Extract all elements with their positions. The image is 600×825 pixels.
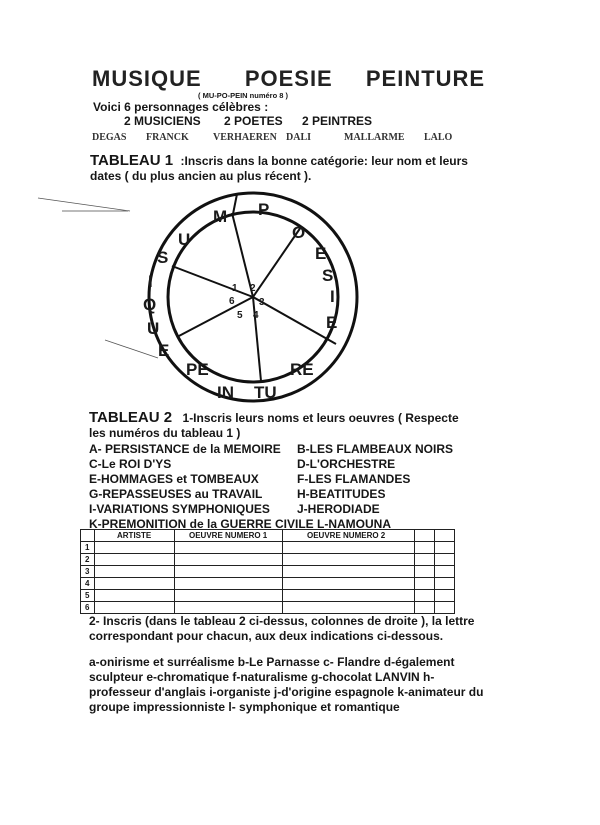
sector-number: 6 xyxy=(229,296,235,307)
ring-letter: S xyxy=(157,248,169,267)
name-lalo: LALO xyxy=(424,132,453,143)
tableau1-instruction-1: :Inscris dans la bonne catégorie: leur nom et leurs xyxy=(180,154,468,168)
name-mallarme: MALLARME xyxy=(344,132,405,143)
sector-number: 3 xyxy=(259,297,265,308)
work2-cell[interactable] xyxy=(283,578,415,590)
letter-cell[interactable] xyxy=(415,578,435,590)
work-d: D-L'ORCHESTRE xyxy=(297,457,396,471)
tableau2-instruction-2: les numéros du tableau 1 ) xyxy=(89,426,241,440)
work1-cell[interactable] xyxy=(175,542,283,554)
works-row xyxy=(89,457,489,472)
sector-number: 5 xyxy=(237,310,243,321)
letter-cell[interactable] xyxy=(415,542,435,554)
work-b: B-LES FLAMBEAUX NOIRS xyxy=(297,442,453,456)
name-degas: DEGAS xyxy=(92,132,127,143)
question2 xyxy=(89,614,474,644)
intro-text: Voici 6 personnages célèbres : xyxy=(93,100,269,114)
table-row xyxy=(81,578,455,590)
sector-number: 2 xyxy=(250,283,256,294)
letter-cell[interactable] xyxy=(435,590,455,602)
artist-cell[interactable] xyxy=(95,554,175,566)
artist-cell[interactable] xyxy=(95,542,175,554)
indications-line: professeur d'anglais i-organiste j-d'origine espagnole k-animateur du xyxy=(89,685,484,699)
category-musiciens: 2 MUSICIENS xyxy=(124,114,201,128)
works-row xyxy=(89,487,489,502)
name-franck: FRANCK xyxy=(146,132,189,143)
row-number: 4 xyxy=(81,578,95,590)
scan-mark-line xyxy=(38,198,130,211)
ring-letter: E xyxy=(315,244,327,263)
ring-letter: M xyxy=(213,207,228,226)
table-row xyxy=(81,602,455,614)
artist-cell[interactable] xyxy=(95,566,175,578)
ring-letter: U xyxy=(147,319,160,338)
work-e: E-HOMMAGES et TOMBEAUX xyxy=(89,472,259,486)
artist-cell[interactable] xyxy=(95,602,175,614)
sector-number: 1 xyxy=(232,283,238,294)
letter-cell[interactable] xyxy=(415,554,435,566)
table-header-oeuvre-1: OEUVRE NUMERO 1 xyxy=(175,530,283,542)
table-row xyxy=(81,590,455,602)
ring-letter: TU xyxy=(254,383,277,402)
category-poetes: 2 POETES xyxy=(224,114,283,128)
table-row xyxy=(81,542,455,554)
letter-cell[interactable] xyxy=(435,566,455,578)
table-header-row xyxy=(81,530,455,542)
name-dali: DALI xyxy=(286,132,312,143)
letter-cell[interactable] xyxy=(415,566,435,578)
tableau1-instruction-2: dates ( du plus ancien au plus récent ). xyxy=(90,169,312,183)
row-number: 5 xyxy=(81,590,95,602)
ring-letter: I xyxy=(330,287,335,306)
ring-letter: E xyxy=(158,341,170,360)
work-a: A- PERSISTANCE de la MEMOIRE xyxy=(89,442,281,456)
work-c: C-Le ROI D'YS xyxy=(89,457,172,471)
work2-cell[interactable] xyxy=(283,542,415,554)
ring-letter: IN xyxy=(217,383,234,402)
category-peintres: 2 PEINTRES xyxy=(302,114,373,128)
work-g: G-REPASSEUSES au TRAVAIL xyxy=(89,487,263,501)
ring-letter: RE xyxy=(290,360,314,379)
row-number: 1 xyxy=(81,542,95,554)
table-header-artiste: ARTISTE xyxy=(95,530,175,542)
work-j: J-HERODIADE xyxy=(297,502,380,516)
work-k-l: K-PREMONITION de la GUERRE CIVILE L-NAMOUNA xyxy=(89,517,392,531)
letter-cell[interactable] xyxy=(435,602,455,614)
row-number: 6 xyxy=(81,602,95,614)
title-word-peinture: PEINTURE xyxy=(365,66,486,91)
table-header xyxy=(81,530,95,542)
table-row xyxy=(81,554,455,566)
question2-line: correspondant pour chacun, aux deux indications ci-dessous. xyxy=(89,629,444,643)
scan-mark-line xyxy=(105,340,158,358)
indications-line: sculpteur e-chromatique f-naturalisme g-chocolat LANVIN h- xyxy=(89,670,435,684)
ring-letter: S xyxy=(322,266,334,285)
answer-table xyxy=(80,529,455,614)
subtitle: ( MU-PO-PEIN numéro 8 ) xyxy=(198,91,289,100)
work-h: H-BEATITUDES xyxy=(297,487,386,501)
letter-cell[interactable] xyxy=(435,578,455,590)
table-header xyxy=(435,530,455,542)
table-row xyxy=(81,566,455,578)
ring-letter: P xyxy=(258,200,270,219)
ring-divider xyxy=(233,194,237,214)
works-row xyxy=(89,442,489,457)
work1-cell[interactable] xyxy=(175,578,283,590)
work2-cell[interactable] xyxy=(283,566,415,578)
letter-cell[interactable] xyxy=(415,602,435,614)
tableau1-heading: TABLEAU 1 xyxy=(90,152,174,169)
table-header xyxy=(415,530,435,542)
work2-cell[interactable] xyxy=(283,554,415,566)
tableau2-heading: TABLEAU 2 xyxy=(89,409,173,426)
ring-letter: U xyxy=(178,230,191,249)
work-f: F-LES FLAMANDES xyxy=(297,472,411,486)
letter-cell[interactable] xyxy=(415,590,435,602)
letter-cell[interactable] xyxy=(435,554,455,566)
ring-letter: Q xyxy=(143,295,157,314)
indications-list xyxy=(89,655,483,715)
works-row xyxy=(89,502,489,517)
indications-line: a-onirisme et surréalisme b-Le Parnasse c- Flandre d-également xyxy=(89,655,455,669)
work1-cell[interactable] xyxy=(175,566,283,578)
work1-cell[interactable] xyxy=(175,602,283,614)
row-number: 2 xyxy=(81,554,95,566)
title-word-musique: MUSIQUE xyxy=(92,66,202,91)
table-header-oeuvre-2: OEUVRE NUMERO 2 xyxy=(283,530,415,542)
work-i: I-VARIATIONS SYMPHONIQUES xyxy=(89,502,270,516)
indications-line: groupe impressionniste l- symphonique et romantique xyxy=(89,700,400,714)
ring-letter: E xyxy=(326,313,338,332)
work1-cell[interactable] xyxy=(175,590,283,602)
work1-cell[interactable] xyxy=(175,554,283,566)
name-verhaeren: VERHAEREN xyxy=(213,132,277,143)
tableau2-section xyxy=(89,409,459,427)
sector-line xyxy=(172,266,253,297)
letter-cell[interactable] xyxy=(435,542,455,554)
sector-number: 4 xyxy=(253,310,259,321)
artist-cell[interactable] xyxy=(95,590,175,602)
works-row xyxy=(89,472,489,487)
artist-cell[interactable] xyxy=(95,578,175,590)
question2-line: 2- Inscris (dans le tableau 2 ci-dessus, colonnes de droite ), la lettre xyxy=(89,614,475,628)
row-number: 3 xyxy=(81,566,95,578)
tableau2-instruction-1: 1-Inscris leurs noms et leurs oeuvres ( Respecte xyxy=(182,411,459,425)
work2-cell[interactable] xyxy=(283,602,415,614)
ring-letter: PE xyxy=(186,360,209,379)
ring-letter: I xyxy=(148,272,153,291)
title-word-poesie: POESIE xyxy=(244,66,333,91)
work2-cell[interactable] xyxy=(283,590,415,602)
works-list xyxy=(89,442,489,532)
sector-line xyxy=(253,297,336,344)
ring-letter: O xyxy=(292,223,306,242)
